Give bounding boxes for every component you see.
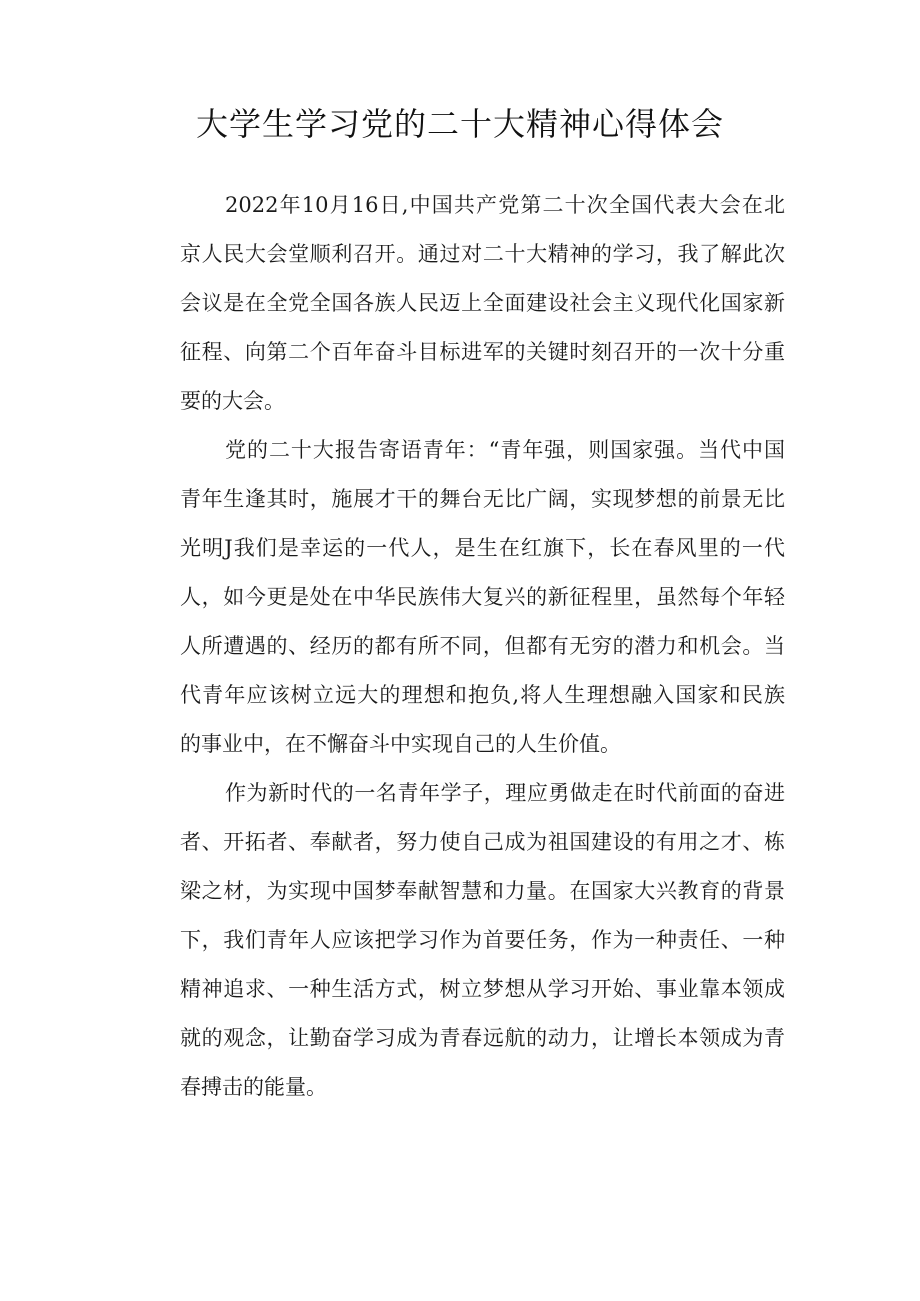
- paragraph-line: 春搏击的能量。: [180, 1075, 327, 1099]
- paragraph-line: 会议是在全党全国各族人民迈上全面建设社会主义现代化国家新: [180, 291, 785, 315]
- paragraph-line: 就的观念，让勤奋学习成为青春远航的动力，让增长本领成为青: [180, 1026, 785, 1050]
- paragraph-line: 下，我们青年人应该把学习作为首要任务，作为一种责任、一种: [180, 928, 785, 952]
- paragraph-line: 征程、向第二个百年奋斗目标进军的关键时刻召开的一次十分重: [180, 340, 785, 364]
- paragraph-1: [135, 181, 785, 426]
- paragraph-line: 2022年10月16日,中国共产党第二十次全国代表大会在北: [225, 193, 785, 217]
- paragraph-line: 人，如今更是处在中华民族伟大复兴的新征程里，虽然每个年轻: [180, 585, 785, 609]
- paragraph-2: [135, 426, 785, 769]
- paragraph-3: [135, 769, 785, 1112]
- paragraph-line: 作为新时代的一名青年学子，理应勇做走在时代前面的奋进: [225, 781, 785, 805]
- paragraph-line: 京人民大会堂顺利召开。通过对二十大精神的学习，我了解此次: [180, 242, 785, 266]
- paragraph-line: 精神追求、一种生活方式，树立梦想从学习开始、事业靠本领成: [180, 977, 785, 1001]
- paragraph-line: 人所遭遇的、经历的都有所不同，但都有无穷的潜力和机会。当: [180, 634, 785, 658]
- paragraph-line: 的事业中，在不懈奋斗中实现自己的人生价值。: [180, 732, 621, 756]
- paragraph-line: 青年生逢其时，施展才干的舞台无比广阔，实现梦想的前景无比: [180, 487, 785, 511]
- paragraph-line: 梁之材，为实现中国梦奉献智慧和力量。在国家大兴教育的背景: [180, 879, 785, 903]
- document-title: 大学生学习党的二十大精神心得体会: [195, 105, 724, 143]
- paragraph-line: 代青年应该树立远大的理想和抱负,将人生理想融入国家和民族: [180, 683, 785, 707]
- paragraph-line: 党的二十大报告寄语青年：“青年强，则国家强。当代中国: [225, 438, 785, 462]
- document-body: [135, 181, 785, 1112]
- paragraph-line: 要的大会。: [180, 389, 285, 413]
- paragraph-line: 者、开拓者、奉献者，努力使自己成为祖国建设的有用之才、栋: [180, 830, 785, 854]
- paragraph-line: 光明J我们是幸运的一代人，是生在红旗下，长在春风里的一代: [180, 536, 785, 560]
